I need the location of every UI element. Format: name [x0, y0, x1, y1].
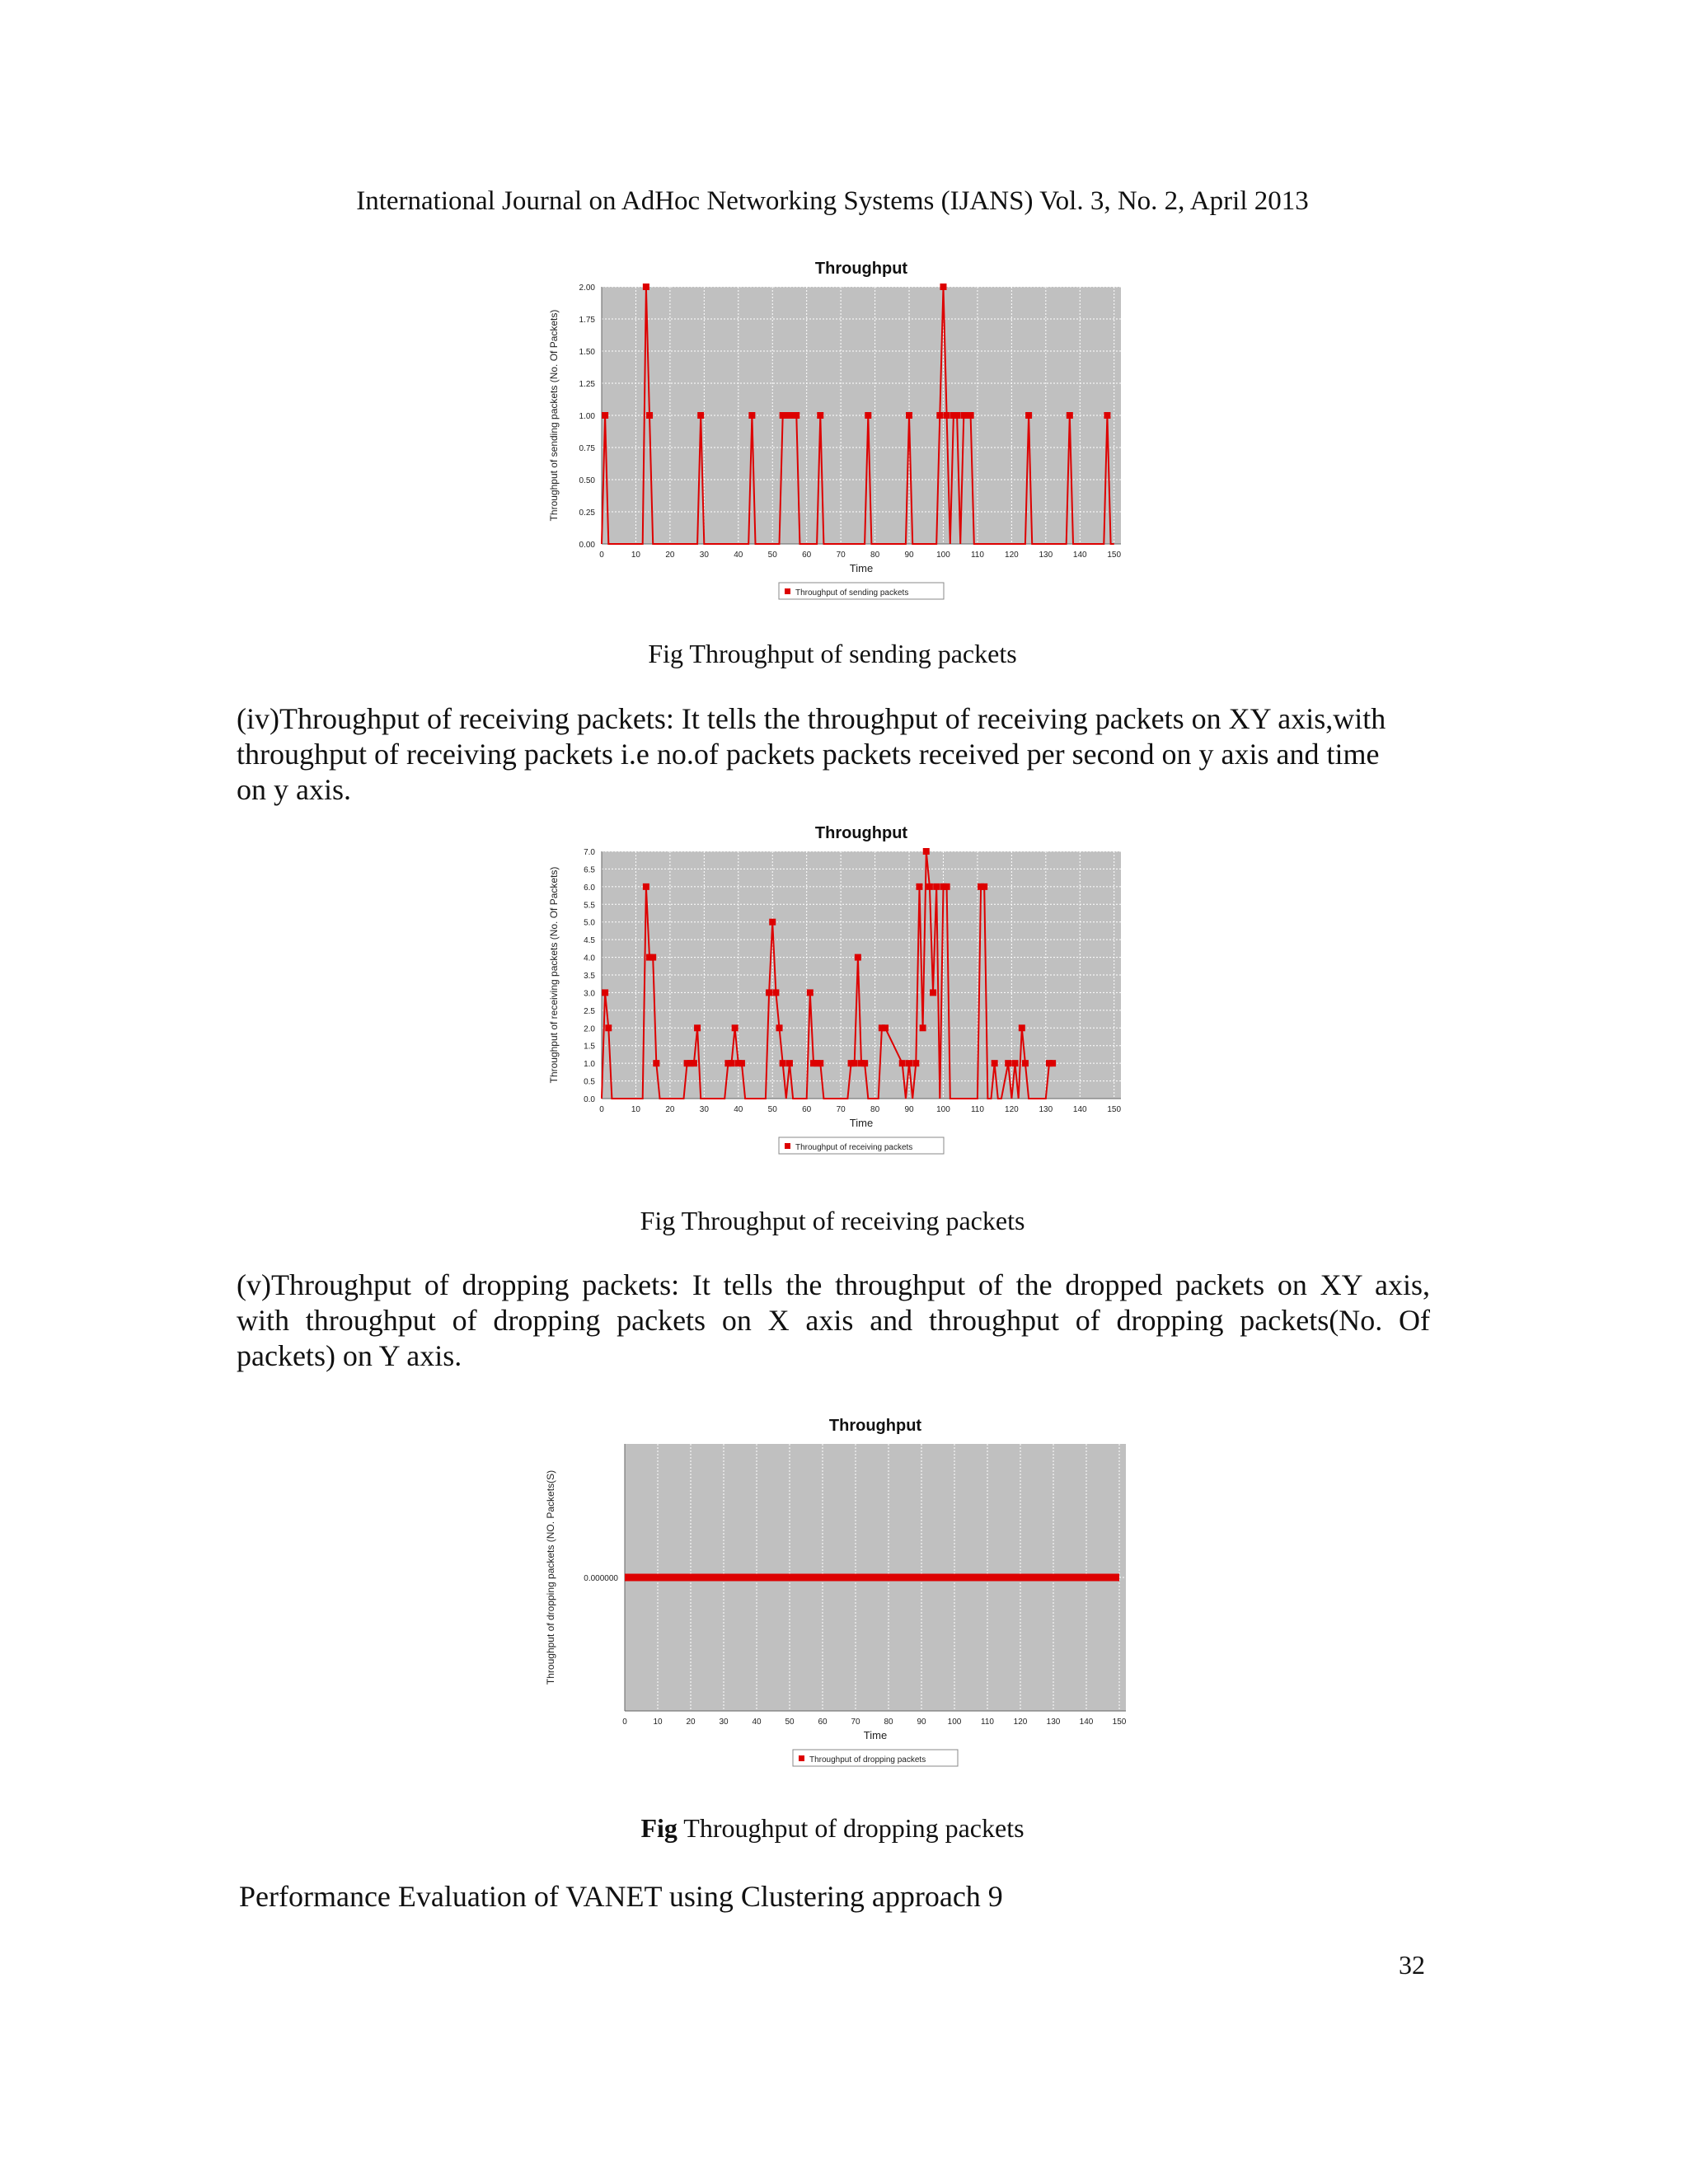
x-tick-label: 80 [870, 551, 880, 560]
data-point [729, 1060, 735, 1066]
y-tick-label: 1.0 [584, 1060, 595, 1070]
data-point [1022, 1060, 1029, 1066]
x-tick-label: 50 [785, 1718, 795, 1727]
x-tick-label: 150 [1107, 1105, 1122, 1114]
x-tick-label: 50 [767, 551, 777, 560]
y-tick-label: 1.00 [579, 412, 595, 421]
y-tick-label: 0.00 [579, 541, 595, 550]
x-tick-label: 80 [870, 1105, 880, 1114]
data-point [643, 284, 649, 290]
data-point [1019, 1024, 1025, 1031]
caption-text: Throughput of dropping packets [683, 1813, 1025, 1843]
legend-label: Throughput of receiving packets [795, 1143, 913, 1152]
legend-label: Throughput of sending packets [795, 588, 909, 598]
y-tick-label: 3.5 [584, 972, 595, 981]
plot-area [602, 287, 1121, 544]
data-point [936, 412, 943, 419]
legend-marker [799, 1755, 804, 1761]
footer-text: Performance Evaluation of VANET using Clustering approach 9 [239, 1880, 1003, 1913]
chart-dropping-throughput [536, 1401, 1146, 1788]
paragraph-line: (iv)Throughput of receiving packets: It tells the throughput of receiving packets on XY axis,with [237, 702, 1386, 735]
x-tick-label: 100 [936, 1105, 950, 1114]
y-tick-label: 5.5 [584, 901, 595, 911]
data-point [899, 1060, 906, 1066]
data-point [1005, 1060, 1011, 1066]
data-point [776, 1024, 783, 1031]
x-tick-label: 110 [970, 1105, 984, 1114]
data-point [920, 1024, 926, 1031]
y-axis-label: Throughput of receiving packets (No. Of Packets) [548, 866, 560, 1084]
x-tick-label: 60 [802, 551, 812, 560]
data-point [793, 412, 799, 419]
x-tick-label: 140 [1079, 1718, 1094, 1727]
x-tick-label: 60 [802, 1105, 812, 1114]
chart-sending-throughput [536, 247, 1146, 610]
y-tick-label: 5.0 [584, 918, 595, 928]
y-tick-label: 2.5 [584, 1006, 595, 1016]
data-point [602, 989, 608, 996]
x-tick-label: 130 [1039, 551, 1053, 560]
x-tick-label: 30 [719, 1718, 729, 1727]
data-point [906, 412, 912, 419]
y-tick-label: 0.50 [579, 476, 595, 485]
y-tick-label: 2.0 [584, 1024, 595, 1034]
x-tick-label: 30 [699, 551, 709, 560]
legend-marker [785, 1143, 790, 1149]
data-point [1049, 1060, 1056, 1066]
x-tick-label: 20 [686, 1718, 696, 1727]
data-point [1067, 412, 1073, 419]
y-tick-label: 7.0 [584, 848, 595, 857]
y-axis-label: Throughput of dropping packets (NO. Packets(S) [545, 1469, 556, 1685]
data-point [940, 284, 946, 290]
x-tick-label: 120 [1005, 1105, 1019, 1114]
x-tick-label: 150 [1107, 551, 1122, 560]
y-tick-label: 0.000000 [584, 1574, 618, 1583]
data-point [738, 1060, 745, 1066]
chart-title: Throughput [814, 260, 908, 278]
x-tick-label: 130 [1039, 1105, 1053, 1114]
x-tick-label: 60 [818, 1718, 828, 1727]
data-point [882, 1024, 889, 1031]
data-point [769, 919, 776, 926]
data-point [697, 412, 704, 419]
data-point [817, 1060, 823, 1066]
x-tick-label: 90 [904, 1105, 914, 1114]
chart-title: Throughput [814, 824, 908, 842]
data-point [923, 848, 930, 855]
data-point [992, 1060, 998, 1066]
x-tick-label: 0 [622, 1718, 627, 1727]
x-axis-label: Time [849, 1117, 874, 1129]
paragraph-line: packets) on Y axis. [237, 1339, 462, 1372]
x-tick-label: 10 [631, 1105, 641, 1114]
y-tick-label: 0.75 [579, 444, 595, 453]
data-point [906, 1060, 912, 1066]
data-point [1025, 412, 1032, 419]
caption-bold: Fig [640, 1813, 678, 1843]
y-tick-label: 6.5 [584, 865, 595, 875]
x-tick-label: 80 [884, 1718, 893, 1727]
data-point [653, 1060, 659, 1066]
y-tick-label: 2.00 [579, 284, 595, 293]
x-tick-label: 70 [851, 1718, 860, 1727]
data-point [1012, 1060, 1019, 1066]
x-tick-label: 40 [734, 1105, 743, 1114]
data-point [861, 1060, 868, 1066]
data-point [780, 1060, 786, 1066]
x-tick-label: 50 [767, 1105, 777, 1114]
data-point [1104, 412, 1110, 419]
y-tick-label: 4.5 [584, 936, 595, 946]
x-tick-label: 0 [599, 551, 604, 560]
legend-marker [785, 588, 790, 594]
data-point [766, 989, 772, 996]
x-tick-label: 90 [917, 1718, 926, 1727]
y-tick-label: 4.0 [584, 954, 595, 963]
x-tick-label: 10 [653, 1718, 663, 1727]
data-point [786, 1060, 793, 1066]
data-point [748, 412, 755, 419]
x-tick-label: 20 [665, 1105, 675, 1114]
x-tick-label: 0 [599, 1105, 604, 1114]
paragraph-line: (v)Throughput of dropping packets: It tells the throughput of the dropped packets on XY axis, [237, 1268, 1430, 1301]
y-tick-label: 0.5 [584, 1077, 595, 1087]
data-point [649, 954, 656, 961]
y-tick-label: 1.25 [579, 380, 595, 389]
x-tick-label: 120 [1013, 1718, 1028, 1727]
data-point [944, 883, 950, 890]
caption-dropping [0, 1813, 1665, 1844]
y-axis-label: Throughput of sending packets (No. Of Packets) [548, 309, 560, 522]
x-tick-label: 140 [1072, 551, 1087, 560]
y-tick-label: 3.0 [584, 989, 595, 999]
data-point [732, 1024, 738, 1031]
x-tick-label: 90 [904, 551, 914, 560]
x-axis-label: Time [863, 1729, 888, 1741]
caption-sending: Fig Throughput of sending packets [648, 639, 1017, 668]
x-tick-label: 110 [970, 551, 984, 560]
y-tick-label: 1.5 [584, 1042, 595, 1052]
x-tick-label: 140 [1072, 1105, 1087, 1114]
y-tick-label: 1.75 [579, 316, 595, 325]
paragraph-line: with throughput of dropping packets on X axis and throughput of dropping packets(No. Of [237, 1304, 1430, 1337]
x-tick-label: 120 [1005, 551, 1019, 560]
data-point [643, 883, 649, 890]
data-point [865, 412, 871, 419]
data-point [933, 883, 940, 890]
data-point [930, 989, 936, 996]
y-tick-label: 6.0 [584, 883, 595, 893]
paragraph-line: throughput of receiving packets i.e no.of packets packets received per second on y axis and time [237, 738, 1380, 771]
data-point [817, 412, 823, 419]
data-point [926, 883, 933, 890]
caption-receiving: Fig Throughput of receiving packets [640, 1206, 1025, 1235]
y-tick-label: 1.50 [579, 348, 595, 357]
data-point [694, 1024, 701, 1031]
data-point [944, 412, 950, 419]
data-point [916, 883, 922, 890]
y-tick-label: 0.25 [579, 509, 595, 518]
data-point [602, 412, 608, 419]
x-axis-label: Time [849, 562, 874, 574]
data-point [772, 989, 779, 996]
data-point [605, 1024, 612, 1031]
x-tick-label: 40 [752, 1718, 762, 1727]
y-tick-label: 0.0 [584, 1095, 595, 1104]
data-point [851, 1060, 858, 1066]
x-tick-label: 70 [836, 551, 846, 560]
x-tick-label: 10 [631, 551, 641, 560]
paragraph-line: on y axis. [237, 773, 351, 806]
data-point [646, 412, 653, 419]
x-tick-label: 40 [734, 551, 743, 560]
page-number: 32 [1399, 1950, 1425, 1980]
x-tick-label: 30 [699, 1105, 709, 1114]
chart-receiving-throughput [536, 816, 1146, 1170]
data-point [981, 883, 987, 890]
x-tick-label: 100 [947, 1718, 962, 1727]
paragraph-dropping [237, 1268, 1430, 1374]
paragraph-receiving [237, 701, 1430, 808]
data-point [912, 1060, 919, 1066]
data-point [807, 989, 814, 996]
data-point [968, 412, 974, 419]
legend-label: Throughput of dropping packets [809, 1755, 926, 1765]
x-tick-label: 130 [1046, 1718, 1061, 1727]
journal-header: International Journal on AdHoc Networking Systems (IJANS) Vol. 3, No. 2, April 2013 [356, 186, 1309, 216]
data-point [855, 954, 861, 961]
x-tick-label: 110 [981, 1718, 994, 1727]
x-tick-label: 150 [1112, 1718, 1127, 1727]
x-tick-label: 20 [665, 551, 675, 560]
x-tick-label: 100 [936, 551, 950, 560]
x-tick-label: 70 [836, 1105, 846, 1114]
data-point [691, 1060, 697, 1066]
chart-title: Throughput [828, 1417, 922, 1435]
data-point [954, 412, 960, 419]
